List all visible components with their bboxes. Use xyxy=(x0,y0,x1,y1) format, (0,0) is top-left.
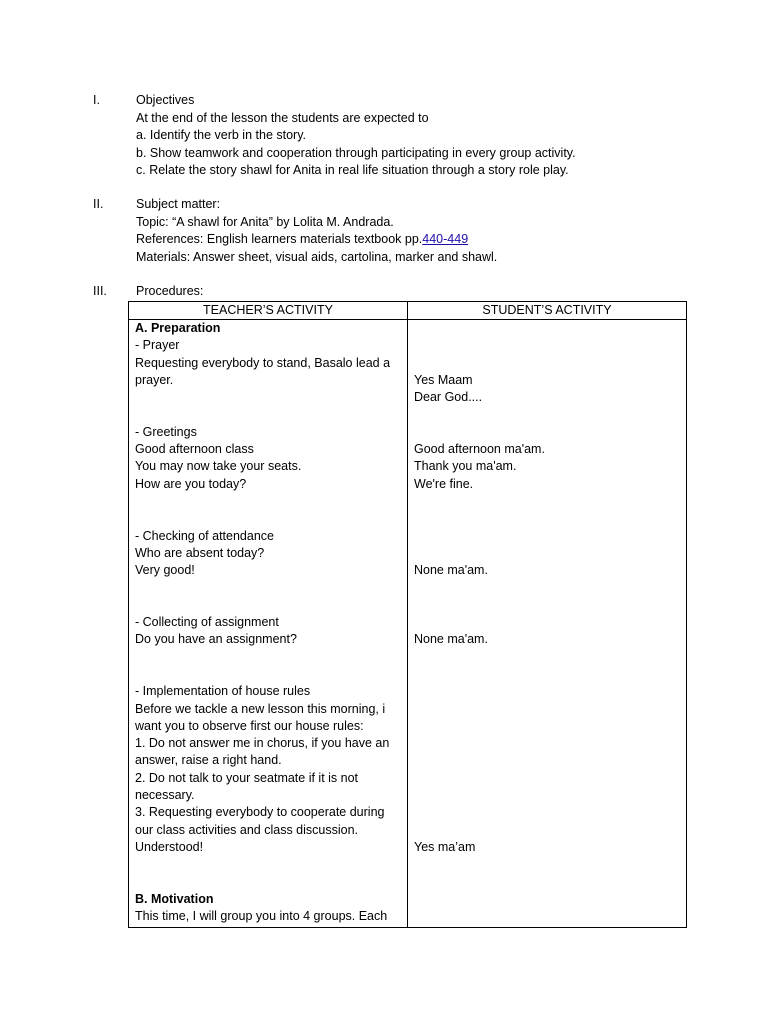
activity-line xyxy=(135,856,401,873)
activity-line: - Prayer xyxy=(135,338,180,353)
activity-line: None ma'am. xyxy=(414,632,488,647)
activity-line xyxy=(135,597,401,614)
activity-line: B. Motivation xyxy=(135,891,214,906)
section-number: II. xyxy=(93,197,104,211)
activity-line xyxy=(135,579,401,596)
objective-item: a. Identify the verb in the story. xyxy=(136,128,306,142)
activity-line xyxy=(414,822,680,839)
activity-line: None ma'am. xyxy=(414,563,488,578)
activity-line: Good afternoon class xyxy=(135,442,254,457)
activity-line: 1. Do not answer me in chorus, if you have an xyxy=(135,736,390,751)
activity-line: Who are absent today? xyxy=(135,545,265,560)
activity-line xyxy=(414,528,680,545)
activity-line xyxy=(414,752,680,769)
teacher-activity-header: TEACHER’S ACTIVITY xyxy=(129,302,408,320)
objective-item: c. Relate the story shawl for Anita in real life situation through a story role play. xyxy=(136,163,569,177)
student-activity-cell xyxy=(408,320,687,928)
table-row xyxy=(129,320,687,928)
activity-line xyxy=(135,666,401,683)
activity-line: Thank you ma'am. xyxy=(414,459,517,474)
activity-line: We're fine. xyxy=(414,476,474,491)
objectives-intro: At the end of the lesson the students are expected to xyxy=(136,110,429,125)
activity-line: Do you have an assignment? xyxy=(135,632,297,647)
references-text: References: English learners materials textbook pp. xyxy=(136,232,423,246)
activity-line xyxy=(135,510,401,527)
activity-line: Very good! xyxy=(135,563,195,578)
activity-line: - Implementation of house rules xyxy=(135,684,311,699)
activity-line xyxy=(135,406,401,423)
activity-line xyxy=(414,545,680,562)
procedures-table xyxy=(128,301,687,928)
activity-line xyxy=(414,804,680,821)
activity-line: - Greetings xyxy=(135,424,197,439)
activity-line: - Checking of attendance xyxy=(135,528,274,543)
activity-line: This time, I will group you into 4 groups. Each xyxy=(135,909,388,924)
student-activity-header: STUDENT’S ACTIVITY xyxy=(408,302,687,320)
section-title: Procedures: xyxy=(136,284,204,298)
activity-line: Understood! xyxy=(135,839,204,854)
activity-line xyxy=(135,874,401,891)
activity-line: A. Preparation xyxy=(135,321,221,335)
activity-line: prayer. xyxy=(135,372,174,387)
activity-line xyxy=(414,666,680,683)
activity-line xyxy=(135,389,401,406)
activity-line xyxy=(414,718,680,735)
activity-line: - Collecting of assignment xyxy=(135,615,279,630)
activity-line xyxy=(414,787,680,804)
activity-line xyxy=(414,355,680,372)
section-title: Objectives xyxy=(136,93,195,107)
teacher-activity-cell xyxy=(129,320,408,928)
student-lines xyxy=(414,320,680,856)
activity-line: want you to observe first our house rules: xyxy=(135,718,364,733)
activity-line xyxy=(414,337,680,354)
activity-line xyxy=(135,649,401,666)
activity-line xyxy=(135,493,401,510)
activity-line xyxy=(414,493,680,510)
references-line xyxy=(136,231,696,249)
table-header-row xyxy=(129,302,687,320)
section-number: I. xyxy=(93,93,100,107)
section-number: III. xyxy=(93,284,107,298)
activity-line: answer, raise a right hand. xyxy=(135,753,282,768)
section-title: Subject matter: xyxy=(136,197,221,211)
activity-line xyxy=(414,683,680,700)
activity-line xyxy=(414,579,680,596)
activity-line: You may now take your seats. xyxy=(135,459,302,474)
topic-line: Topic: “A shawl for Anita” by Lolita M. Andrada. xyxy=(136,214,394,229)
activity-line xyxy=(414,510,680,527)
activity-line: Yes ma’am xyxy=(414,839,476,854)
activity-line xyxy=(414,735,680,752)
activity-line xyxy=(414,320,680,337)
activity-line xyxy=(414,597,680,614)
activity-line: Requesting everybody to stand, Basalo lead a xyxy=(135,355,391,370)
activity-line: Good afternoon ma'am. xyxy=(414,442,545,457)
activity-line: How are you today? xyxy=(135,476,247,491)
references-pages-link[interactable]: 440-449 xyxy=(422,232,469,246)
activity-line xyxy=(414,701,680,718)
activity-line xyxy=(414,770,680,787)
objective-item: b. Show teamwork and cooperation through participating in every group activity. xyxy=(136,145,576,160)
activity-line xyxy=(414,614,680,631)
materials-line: Materials: Answer sheet, visual aids, cartolina, marker and shawl. xyxy=(136,249,498,264)
activity-line: Before we tackle a new lesson this morning, i xyxy=(135,701,386,716)
activity-line: 2. Do not talk to your seatmate if it is not xyxy=(135,770,359,785)
activity-line: our class activities and class discussion. xyxy=(135,822,359,837)
activity-line xyxy=(414,406,680,423)
activity-line: Dear God.... xyxy=(414,390,483,405)
activity-line: necessary. xyxy=(135,788,195,803)
activity-line xyxy=(414,424,680,441)
activity-line xyxy=(414,649,680,666)
activity-line: 3. Requesting everybody to cooperate during xyxy=(135,805,385,820)
activity-line: Yes Maam xyxy=(414,372,473,387)
teacher-lines xyxy=(135,320,401,925)
